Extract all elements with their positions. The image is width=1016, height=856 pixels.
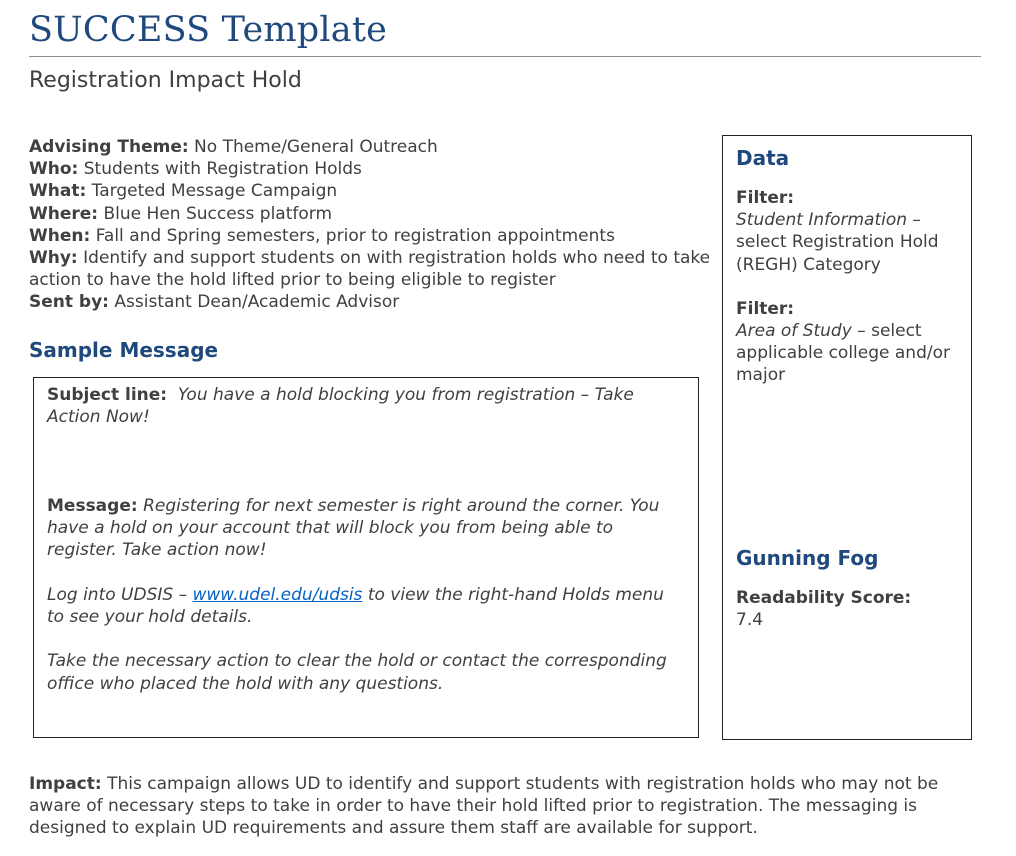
who-label: Who: <box>29 159 79 180</box>
filter2-label: Filter: <box>736 298 795 319</box>
filter1-field: Student Information <box>736 210 908 231</box>
log-in-paragraph <box>47 584 684 628</box>
sample-message-box <box>33 377 699 738</box>
why-value: Identify and support students on with registration holds who need to take action to have the hold lifted prior to being eligible to register <box>29 248 711 291</box>
what-label: What: <box>29 181 87 202</box>
gunning-fog-heading: Gunning Fog <box>736 546 879 570</box>
what-value: Targeted Message Campaign <box>91 181 338 202</box>
log-prefix: Log into UDSIS – <box>47 584 193 605</box>
filter1-rest: – select Registration Hold (REGH) Category <box>736 210 939 275</box>
where-row <box>29 203 719 225</box>
where-value: Blue Hen Success platform <box>103 203 333 224</box>
advising-theme-label: Advising Theme: <box>29 137 189 157</box>
filter2-rest: – select applicable college and/or major <box>736 321 950 386</box>
filter1-label: Filter: <box>736 188 795 208</box>
where-label: Where: <box>29 203 99 224</box>
message-label: Message: <box>47 496 138 516</box>
when-value: Fall and Spring semesters, prior to registration appointments <box>95 225 615 246</box>
filter1-text <box>736 209 961 276</box>
advising-theme-row <box>29 136 719 158</box>
sent-by-row <box>29 291 719 313</box>
why-label: Why: <box>29 248 78 269</box>
page-title: SUCCESS Template <box>29 10 388 50</box>
subject-text: You have a hold blocking you from registration – Take Action Now! <box>47 385 634 428</box>
who-value: Students with Registration Holds <box>83 159 362 180</box>
subject-label: Subject line: <box>47 385 168 405</box>
spacer <box>736 571 961 587</box>
message-paragraph <box>47 495 684 562</box>
campaign-details <box>29 136 719 314</box>
spacer <box>736 171 961 187</box>
spacer <box>47 628 684 650</box>
why-row <box>29 247 719 291</box>
who-row <box>29 158 719 180</box>
closing-text: Take the necessary action to clear the hold or contact the corresponding office who placed the hold with any questions. <box>47 651 667 694</box>
when-row <box>29 225 719 247</box>
impact-text: This campaign allows UD to identify and support students with registration holds who may not be aware of necessary steps to take in order to have their hold lifted prior to registration. The messaging is designed to explain UD requirements and assure them staff are available for support. <box>29 774 939 839</box>
readability-value: 7.4 <box>736 610 764 631</box>
readability-label: Readability Score: <box>736 588 912 608</box>
data-panel <box>722 135 972 740</box>
message-text: Registering for next semester is right around the corner. You have a hold on your account that will block you from being able to register. Take action now! <box>47 496 660 561</box>
sample-message-heading: Sample Message <box>29 338 219 362</box>
data-heading: Data <box>736 146 790 170</box>
log-suffix: to view the right-hand Holds menu to see your hold details. <box>47 584 664 627</box>
page-subtitle: Registration Impact Hold <box>29 68 302 93</box>
gunning-fog-section <box>736 545 961 631</box>
spacer <box>736 276 961 298</box>
filter2-text <box>736 320 961 387</box>
advising-theme-value: No Theme/General Outreach <box>194 137 438 157</box>
sent-by-value: Assistant Dean/Academic Advisor <box>114 292 400 313</box>
when-label: When: <box>29 225 91 246</box>
udsis-link[interactable]: www.udel.edu/udsis <box>192 584 363 605</box>
spacer <box>47 562 684 584</box>
filter2-field: Area of Study <box>736 321 852 342</box>
subject-line <box>47 384 684 428</box>
impact-paragraph <box>29 773 969 840</box>
sent-by-label: Sent by: <box>29 292 109 313</box>
spacer <box>47 428 684 495</box>
title-divider <box>29 56 981 57</box>
what-row <box>29 180 719 202</box>
closing-paragraph <box>47 650 684 694</box>
impact-label: Impact: <box>29 774 102 794</box>
